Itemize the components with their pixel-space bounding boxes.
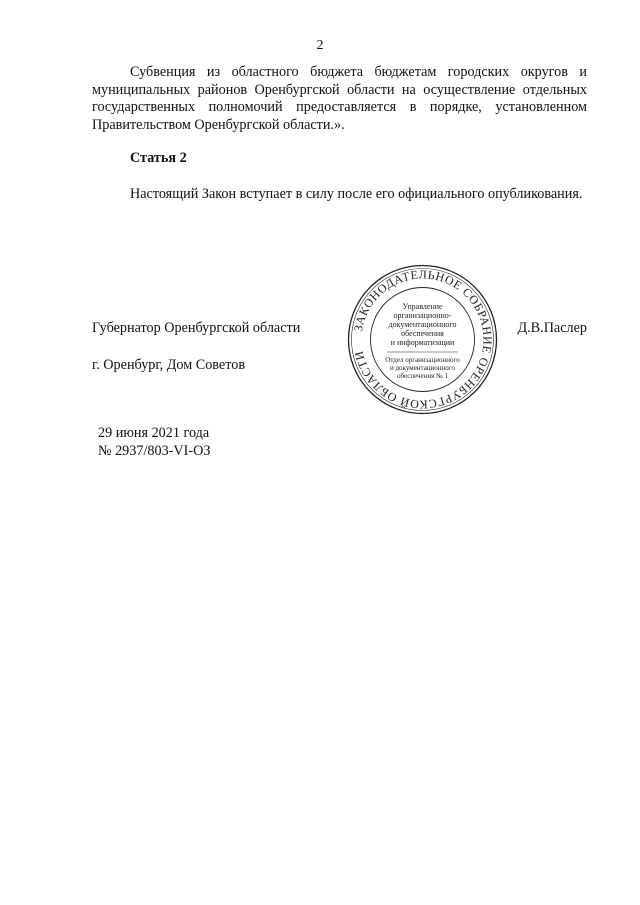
seal-graphic bbox=[345, 262, 500, 417]
seal-inner-line: Отдел организационного bbox=[385, 356, 460, 364]
entry-into-force-paragraph: Настоящий Закон вступает в силу после его официального опубликования. bbox=[130, 186, 583, 202]
seal-inner-line: и документационного bbox=[390, 364, 455, 372]
seal-inner-text bbox=[385, 302, 460, 380]
official-seal bbox=[345, 262, 500, 417]
seal-inner-line: документационного bbox=[388, 320, 457, 329]
seal-inner-line: обеспечения bbox=[401, 329, 444, 338]
seal-inner-line: организационно- bbox=[393, 311, 452, 320]
seal-inner-line: и информатизации bbox=[390, 338, 455, 347]
law-number: № 2937/803-VI-ОЗ bbox=[98, 442, 211, 459]
signing-date: 29 июня 2021 года bbox=[98, 425, 210, 441]
governor-name: Д.В.Паслер bbox=[517, 320, 587, 336]
seal-inner-line: Управление bbox=[402, 302, 443, 311]
page-number: 2 bbox=[316, 38, 324, 53]
signing-place: г. Оренбург, Дом Советов bbox=[92, 357, 246, 373]
date-block bbox=[98, 425, 210, 460]
subvention-paragraph: Субвенция из областного бюджета бюджетам городских округов и муниципальных районов Оренбургской области на осуществление отдельных государственных полномочий предоставляется в порядке, установленном Правительством Оренбургской области.». bbox=[92, 64, 587, 133]
article-heading: Статья 2 bbox=[130, 150, 187, 166]
seal-ring-text: ЗАКОНОДАТЕЛЬНОЕ СОБРАНИЕ ОРЕНБУРГСКОЙ ОБЛАСТИ bbox=[351, 267, 495, 412]
seal-inner-line: обеспечения № 1 bbox=[396, 372, 449, 380]
governor-title: Губернатор Оренбургской области bbox=[92, 320, 301, 336]
